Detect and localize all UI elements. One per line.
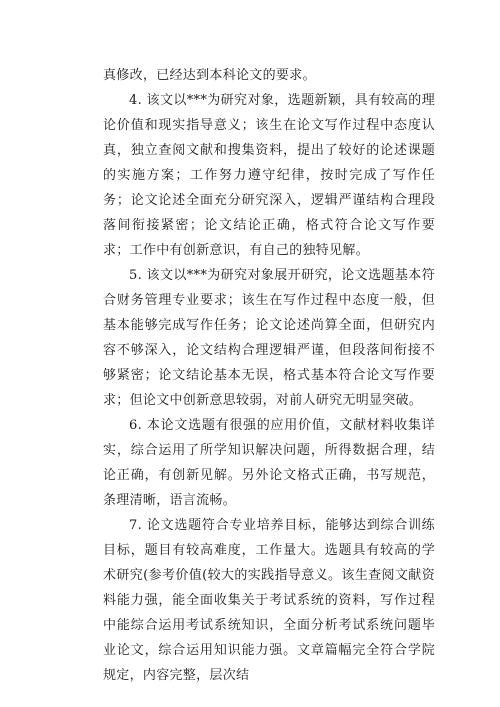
- paragraph-item-4: 4. 该文以***为研究对象，选题新颖，具有较高的理论价值和现实指导意义；该生在论文写作过程中态度认真，独立查阅文献和搜集资料，提出了较好的论述课题的实施方案；工作努力遵守纪律，按时完成了写作任务；论文论述全面充分研究深入，逻辑严谨结构合理段落间衔接紧密；论文结论正确，格式符合论文写作要求；工作中有创新意识，有自己的独特见解。: [103, 93, 435, 258]
- paragraph-item-6: 6. 本论文选题有很强的应用价值，文献材料收集详实，综合运用了所学知识解决问题，所得数据合理，结论正确，有创新见解。另外论文格式正确，书写规范，条理清晰，语言流畅。: [103, 418, 435, 508]
- paragraph-item-7: 7. 论文选题符合专业培养目标，能够达到综合训练目标，题目有较高难度，工作量大。选题具有较高的学术研究(参考价值(较大的实践指导意义。该生查阅文献资料能力强，能全面收集关于考试系统的资料，写作过程中能综合运用考试系统知识，全面分析考试系统问题毕业论文，综合运用知识能力强。文章篇幅完全符合学院规定，内容完整，层次结: [103, 518, 435, 683]
- paragraph-item-5: 5. 该文以***为研究对象展开研究，论文选题基本符合财务管理专业要求；该生在写作过程中态度一般，但基本能够完成写作任务；论文论述尚算全面，但研究内容不够深入，论文结构合理逻辑严谨，但段落间衔接不够紧密；论文结论基本无误，格式基本符合论文写作要求；但论文中创新意思较弱，对前人研究无明显突破。: [103, 268, 435, 408]
- paragraph-continuation: 真修改，已经达到本科论文的要求。: [103, 68, 316, 83]
- document-body: [103, 63, 435, 688]
